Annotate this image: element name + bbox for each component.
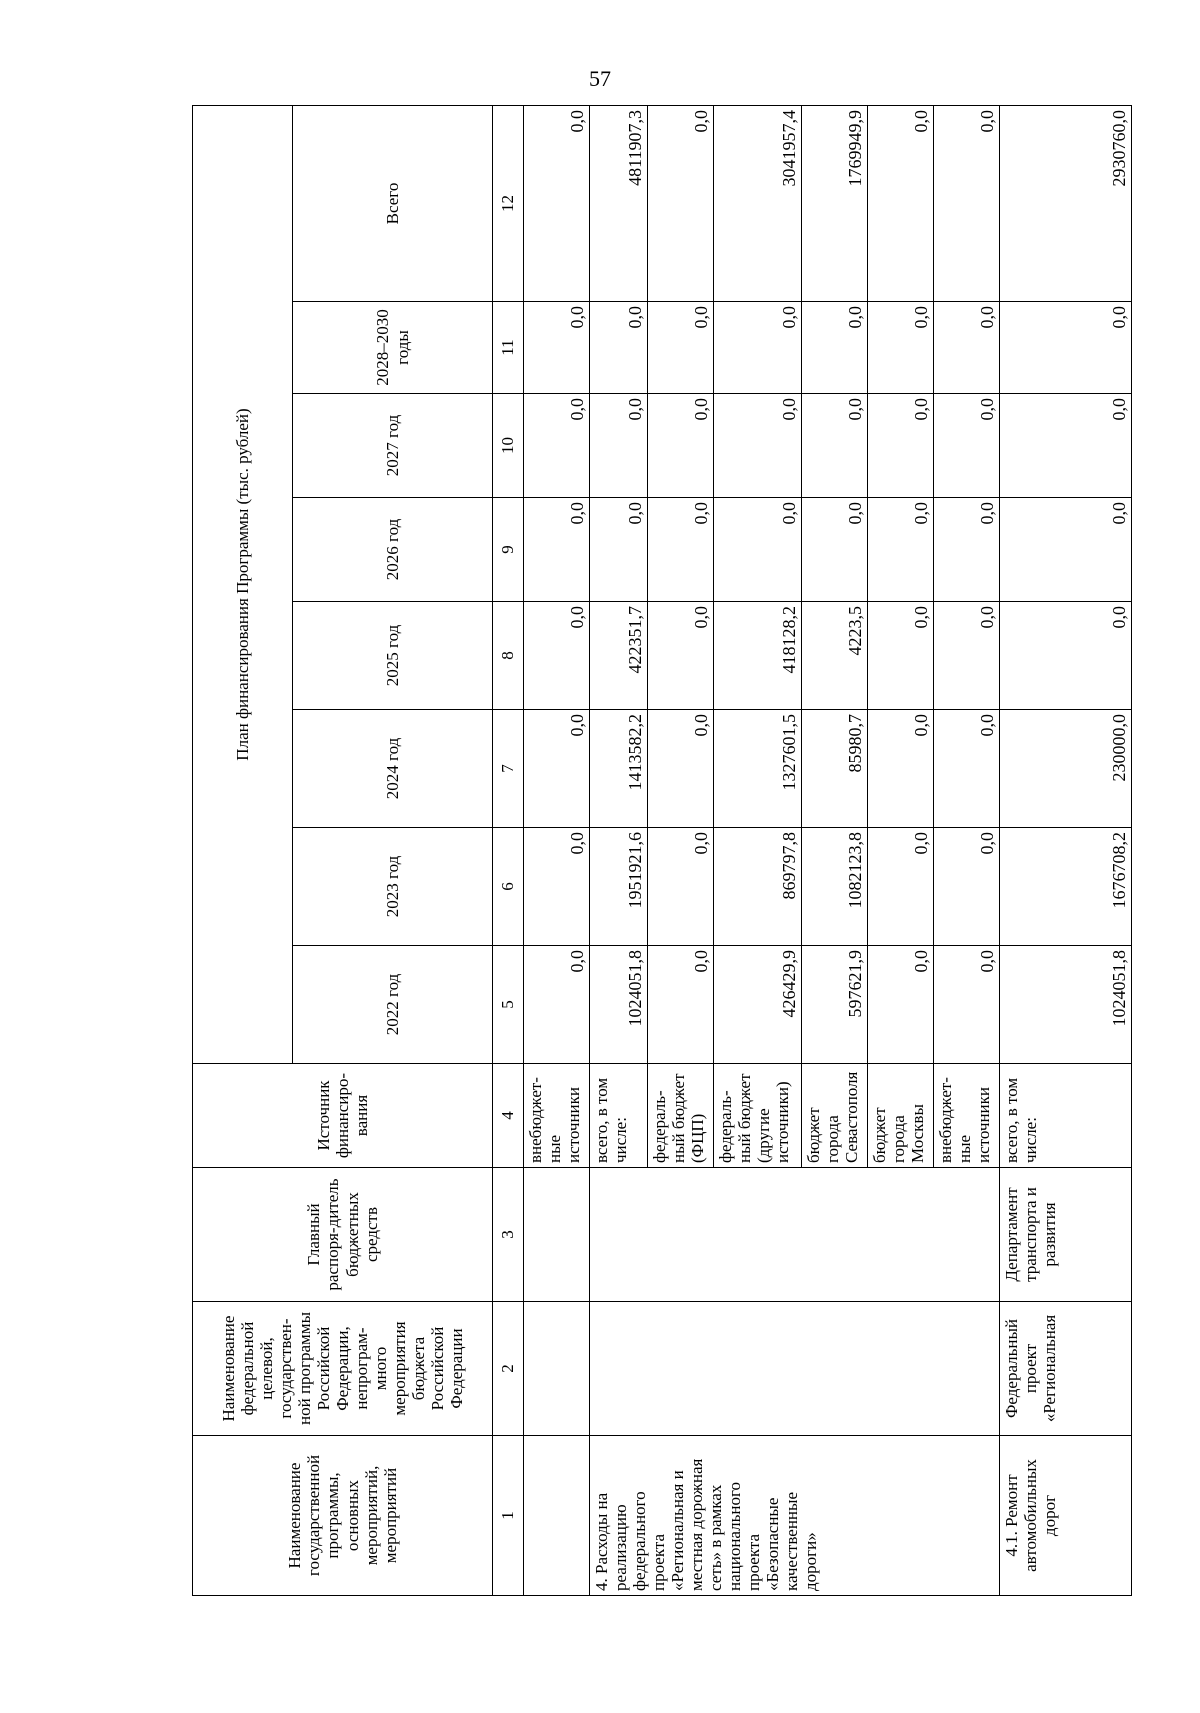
cell-value: 230000,0 xyxy=(1000,710,1132,828)
cell-value: 0,0 xyxy=(802,394,868,498)
cell-program: 4. Расходы на реализацию федерального проекта «Региональная и местная дорожная сеть» в рамках национального проекта «Безопасные качественные дороги» xyxy=(590,1436,1000,1596)
header-year-2026: 2026 год xyxy=(293,498,493,602)
cell-value: 0,0 xyxy=(868,710,934,828)
cell-manager: Департамент транспорта и развития xyxy=(1000,1168,1132,1302)
cell-value: 0,0 xyxy=(648,302,714,394)
cell-value: 0,0 xyxy=(1000,394,1132,498)
cell-federal: Федеральный проект «Региональная xyxy=(1000,1302,1132,1436)
cell-value: 418128,2 xyxy=(714,602,802,710)
cell-value: 0,0 xyxy=(868,828,934,946)
cell-value: 1082123,8 xyxy=(802,828,868,946)
cell-value: 0,0 xyxy=(868,106,934,302)
index-cell: 8 xyxy=(493,602,524,710)
cell-value: 1676708,2 xyxy=(1000,828,1132,946)
header-funding-source: Источник финансиро-вания xyxy=(193,1064,493,1168)
index-cell: 5 xyxy=(493,946,524,1064)
cell-source: бюджет города Севастополя xyxy=(802,1064,868,1168)
cell-value: 0,0 xyxy=(934,106,1000,302)
table-row xyxy=(1000,106,1132,1596)
cell-value: 0,0 xyxy=(868,394,934,498)
cell-manager xyxy=(590,1168,1000,1302)
cell-value: 0,0 xyxy=(590,394,648,498)
table-row xyxy=(524,106,590,1596)
header-year-2024: 2024 год xyxy=(293,710,493,828)
cell-value: 1951921,6 xyxy=(590,828,648,946)
index-cell: 1 xyxy=(493,1436,524,1596)
cell-value: 0,0 xyxy=(524,602,590,710)
cell-value: 0,0 xyxy=(868,498,934,602)
header-year-2022: 2022 год xyxy=(293,946,493,1064)
index-cell: 12 xyxy=(493,106,524,302)
index-cell: 3 xyxy=(493,1168,524,1302)
index-cell: 2 xyxy=(493,1302,524,1436)
cell-value: 0,0 xyxy=(524,710,590,828)
cell-value: 0,0 xyxy=(934,394,1000,498)
cell-value: 0,0 xyxy=(868,302,934,394)
cell-value: 0,0 xyxy=(934,710,1000,828)
cell-value: 0,0 xyxy=(802,302,868,394)
cell-value: 0,0 xyxy=(1000,602,1132,710)
cell-value: 1327601,5 xyxy=(714,710,802,828)
cell-value: 0,0 xyxy=(524,828,590,946)
header-year-2028-2030: 2028–2030 годы xyxy=(293,302,493,394)
table-row xyxy=(590,106,648,1596)
cell-value: 869797,8 xyxy=(714,828,802,946)
cell-value: 0,0 xyxy=(868,946,934,1064)
cell-federal xyxy=(590,1302,1000,1436)
cell-value: 0,0 xyxy=(524,302,590,394)
cell-value: 0,0 xyxy=(934,828,1000,946)
cell-value: 4811907,3 xyxy=(590,106,648,302)
cell-value: 0,0 xyxy=(524,498,590,602)
cell-program: 4.1. Ремонт автомобильных дорог xyxy=(1000,1436,1132,1596)
cell-value: 1413582,2 xyxy=(590,710,648,828)
cell-value: 1024051,8 xyxy=(590,946,648,1064)
cell-value: 0,0 xyxy=(934,946,1000,1064)
cell-value: 4223,5 xyxy=(802,602,868,710)
cell-value: 0,0 xyxy=(714,498,802,602)
header-year-2025: 2025 год xyxy=(293,602,493,710)
cell-value: 0,0 xyxy=(648,828,714,946)
cell-value: 422351,7 xyxy=(590,602,648,710)
cell-value: 0,0 xyxy=(648,602,714,710)
header-program-name: Наименование государственной программы, основных мероприятий, мероприятий xyxy=(193,1436,493,1596)
index-cell: 9 xyxy=(493,498,524,602)
index-cell: 11 xyxy=(493,302,524,394)
cell-source: федераль-ный бюджет (другие источники) xyxy=(714,1064,802,1168)
cell-value: 85980,7 xyxy=(802,710,868,828)
cell-value: 0,0 xyxy=(590,498,648,602)
index-cell: 7 xyxy=(493,710,524,828)
cell-federal xyxy=(524,1302,590,1436)
cell-program xyxy=(524,1436,590,1596)
cell-value: 1769949,9 xyxy=(802,106,868,302)
cell-value: 0,0 xyxy=(648,498,714,602)
cell-value: 0,0 xyxy=(934,498,1000,602)
header-federal-program: Наименование федеральной целевой, государствен-ной программы Российской Федерации, непрограм-много мероприятия бюджета Российской Федерации xyxy=(193,1302,493,1436)
cell-value: 0,0 xyxy=(648,106,714,302)
cell-value: 0,0 xyxy=(524,394,590,498)
page-number: 57 xyxy=(589,66,611,91)
cell-source: федераль-ный бюджет (ФЦП) xyxy=(648,1064,714,1168)
cell-value: 0,0 xyxy=(714,394,802,498)
index-cell: 10 xyxy=(493,394,524,498)
index-row xyxy=(493,106,524,1596)
cell-value: 0,0 xyxy=(714,302,802,394)
cell-value: 0,0 xyxy=(524,106,590,302)
header-budget-manager: Главный распоря-дитель бюджетных средств xyxy=(193,1168,493,1302)
cell-value: 0,0 xyxy=(648,710,714,828)
cell-value: 0,0 xyxy=(648,394,714,498)
cell-value: 0,0 xyxy=(1000,302,1132,394)
cell-source: всего, в том числе: xyxy=(590,1064,648,1168)
cell-value: 0,0 xyxy=(802,498,868,602)
financing-table xyxy=(192,105,1132,1596)
cell-source: бюджет города Москвы xyxy=(868,1064,934,1168)
cell-source: внебюджет-ные источники xyxy=(934,1064,1000,1168)
cell-value: 0,0 xyxy=(934,302,1000,394)
cell-value: 1024051,8 xyxy=(1000,946,1132,1064)
header-financing-plan: План финансирования Программы (тыс. рублей) xyxy=(193,106,293,1064)
cell-value: 3041957,4 xyxy=(714,106,802,302)
header-total: Всего xyxy=(293,106,493,302)
cell-source: всего, в том числе: xyxy=(1000,1064,1132,1168)
cell-value: 597621,9 xyxy=(802,946,868,1064)
cell-value: 0,0 xyxy=(868,602,934,710)
cell-value: 0,0 xyxy=(590,302,648,394)
header-year-2027: 2027 год xyxy=(293,394,493,498)
cell-value: 0,0 xyxy=(934,602,1000,710)
cell-source: внебюджет-ные источники xyxy=(524,1064,590,1168)
rotated-table-container xyxy=(192,106,1132,1596)
cell-value: 0,0 xyxy=(1000,498,1132,602)
cell-value: 2930760,0 xyxy=(1000,106,1132,302)
cell-value: 0,0 xyxy=(524,946,590,1064)
index-cell: 4 xyxy=(493,1064,524,1168)
index-cell: 6 xyxy=(493,828,524,946)
header-year-2023: 2023 год xyxy=(293,828,493,946)
cell-value: 426429,9 xyxy=(714,946,802,1064)
cell-value: 0,0 xyxy=(648,946,714,1064)
cell-manager xyxy=(524,1168,590,1302)
